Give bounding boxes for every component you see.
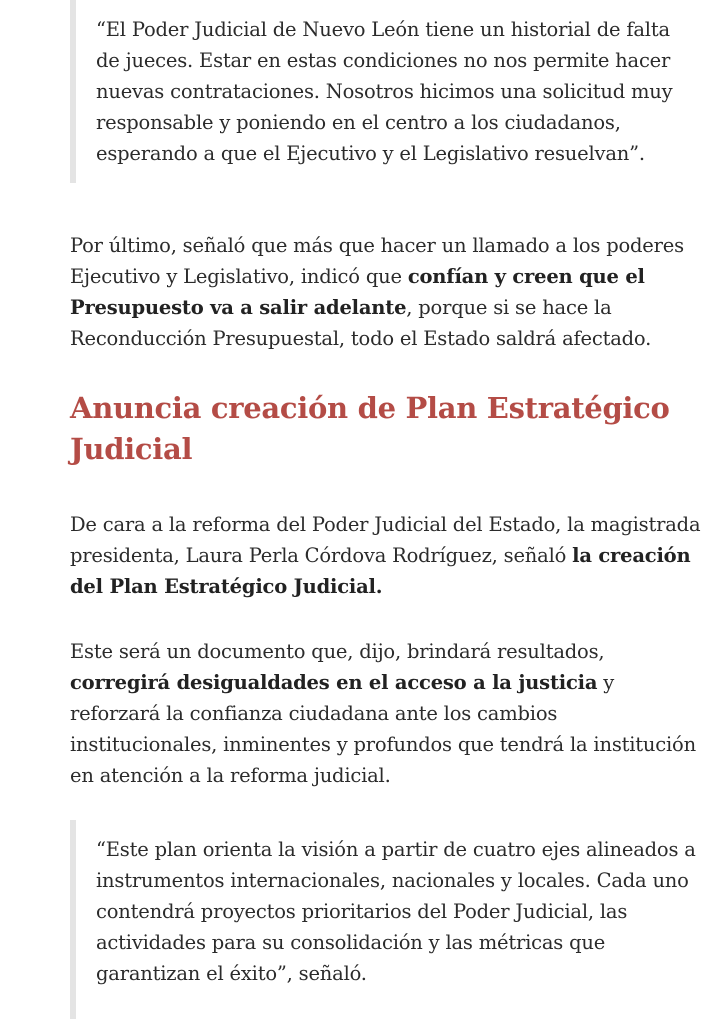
paragraph-text: De cara a la reforma del Poder Judicial del Estado, la magistrada presidenta, Laura Perla Córdova Rodríguez, señaló — [70, 513, 701, 567]
paragraph-bold-text: confían y creen que el Presupuesto va a salir adelante — [70, 265, 645, 319]
blockquote-judges-shortage — [70, 0, 696, 183]
section-heading: Anuncia creación de Plan Estratégico Judicial — [70, 391, 670, 466]
paragraph-text: Por último, señaló que más que hacer un llamado a los poderes Ejecutivo y Legislativo, indicó que — [70, 234, 684, 288]
paragraph-text: Este será un documento que, dijo, brindará resultados, — [70, 640, 605, 663]
paragraph-budget — [70, 230, 702, 354]
blockquote-plan-axes — [70, 820, 696, 1019]
paragraph-plan-description — [70, 636, 702, 791]
paragraph-bold-text: corregirá desigualdades en el acceso a la justicia — [70, 671, 598, 694]
paragraph-text: y reforzará la confianza ciudadana ante los cambios institucionales, inminentes y profundos que tendrá la institución en atención a la reforma judicial. — [70, 671, 696, 787]
blockquote-text: “El Poder Judicial de Nuevo León tiene un historial de falta de jueces. Estar en estas condiciones no nos permite hacer nuevas contrataciones. Nosotros hicimos una solicitud muy responsable y poniendo en el centro a los ciudadanos, esperando a que el Ejecutivo y el Legislativo resuelvan”. — [96, 18, 673, 165]
paragraph-text: , porque si se hace la Reconducción Presupuestal, todo el Estado saldrá afectado. — [70, 296, 652, 350]
paragraph-plan-creation — [70, 509, 702, 602]
blockquote-text: “Este plan orienta la visión a partir de cuatro ejes alineados a instrumentos internacionales, nacionales y locales. Cada uno contendrá proyectos prioritarios del Poder Judicial, las actividades para su consolidación y las métricas que garantizan el éxito”, señaló. — [96, 838, 696, 985]
paragraph-bold-text: la creación del Plan Estratégico Judicial. — [70, 544, 691, 598]
